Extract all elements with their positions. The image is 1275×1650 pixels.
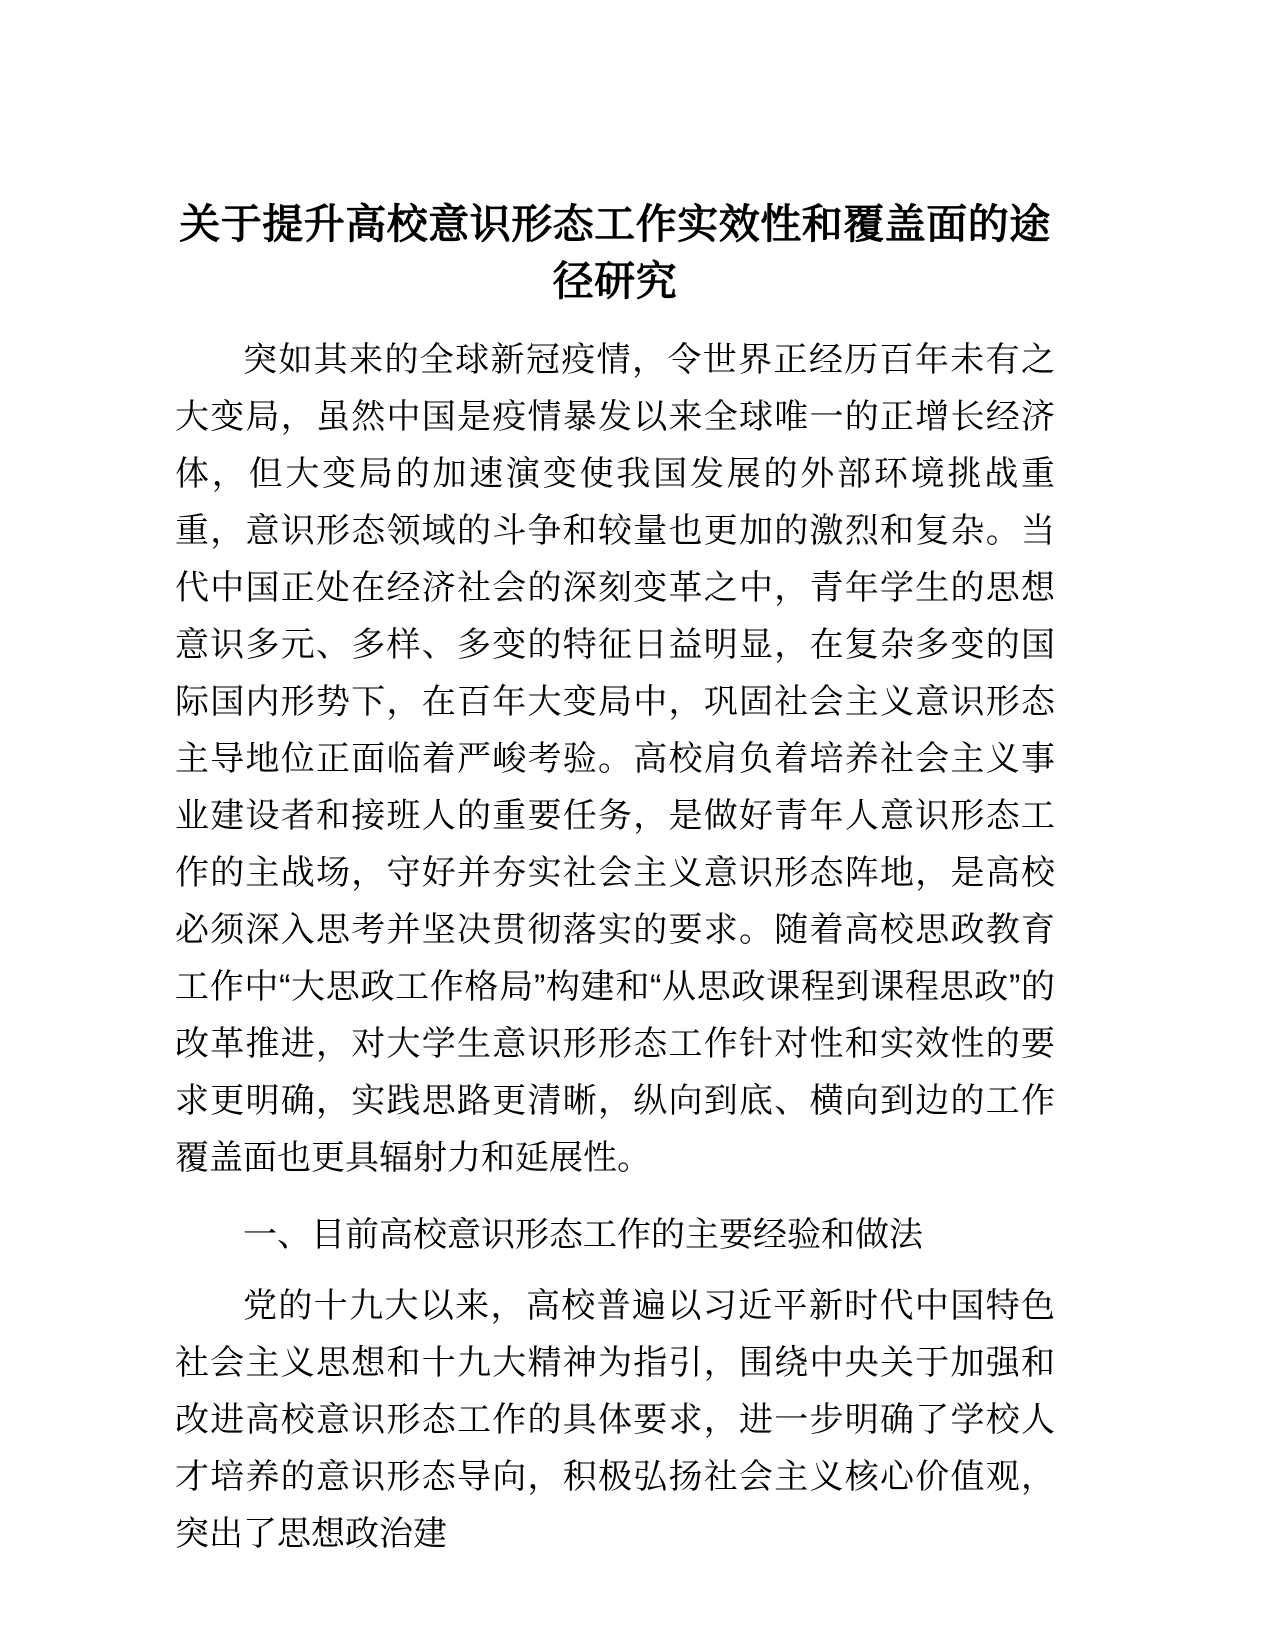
document-title: 关于提升高校意识形态工作实效性和覆盖面的途径研究: [179, 201, 1051, 304]
paragraph-intro: 突如其来的全球新冠疫情，令世界正经历百年未有之大变局，虽然中国是疫情暴发以来全球唯一的正增长经济体，但大变局的加速演变使我国发展的外部环境挑战重重，意识形态领域的斗争和较量也更加的激烈和复杂。当代中国正处在经济社会的深刻变革之中，青年学生的思想意识多元、多样、多变的特征日益明显，在复杂多变的国际国内形势下，在百年大变局中，巩固社会主义意识形态主导地位正面临着严峻考验。高校肩负着培养社会主义事业建设者和接班人的重要任务，是做好青年人意识形态工作的主战场，守好并夯实社会主义意识形态阵地，是高校必须深入思考并坚决贯彻落实的要求。随着高校思政教育工作中“大思政工作格局”构建和“从思政课程到课程思政”的改革推进，对大学生意识形形态工作针对性和实效性的要求更明确，实践思路更清晰，纵向到底、横向到边的工作覆盖面也更具辐射力和延展性。: [175, 341, 1055, 1177]
paragraph-section-one-body: 党的十九大以来，高校普遍以习近平新时代中国特色社会主义思想和十九大精神为指引，围绕中央关于加强和改进高校意识形态工作的具体要求，进一步明确了学校人才培养的意识形态导向，积极弘扬社会主义核心价值观，突出了思想政治建: [175, 1287, 1055, 1553]
section-heading-one: 一、目前高校意识形态工作的主要经验和做法: [243, 1216, 923, 1254]
document-body: [175, 196, 1055, 1563]
spacer-after-heading: [175, 1264, 1055, 1278]
spacer-before-heading: [175, 1187, 1055, 1207]
